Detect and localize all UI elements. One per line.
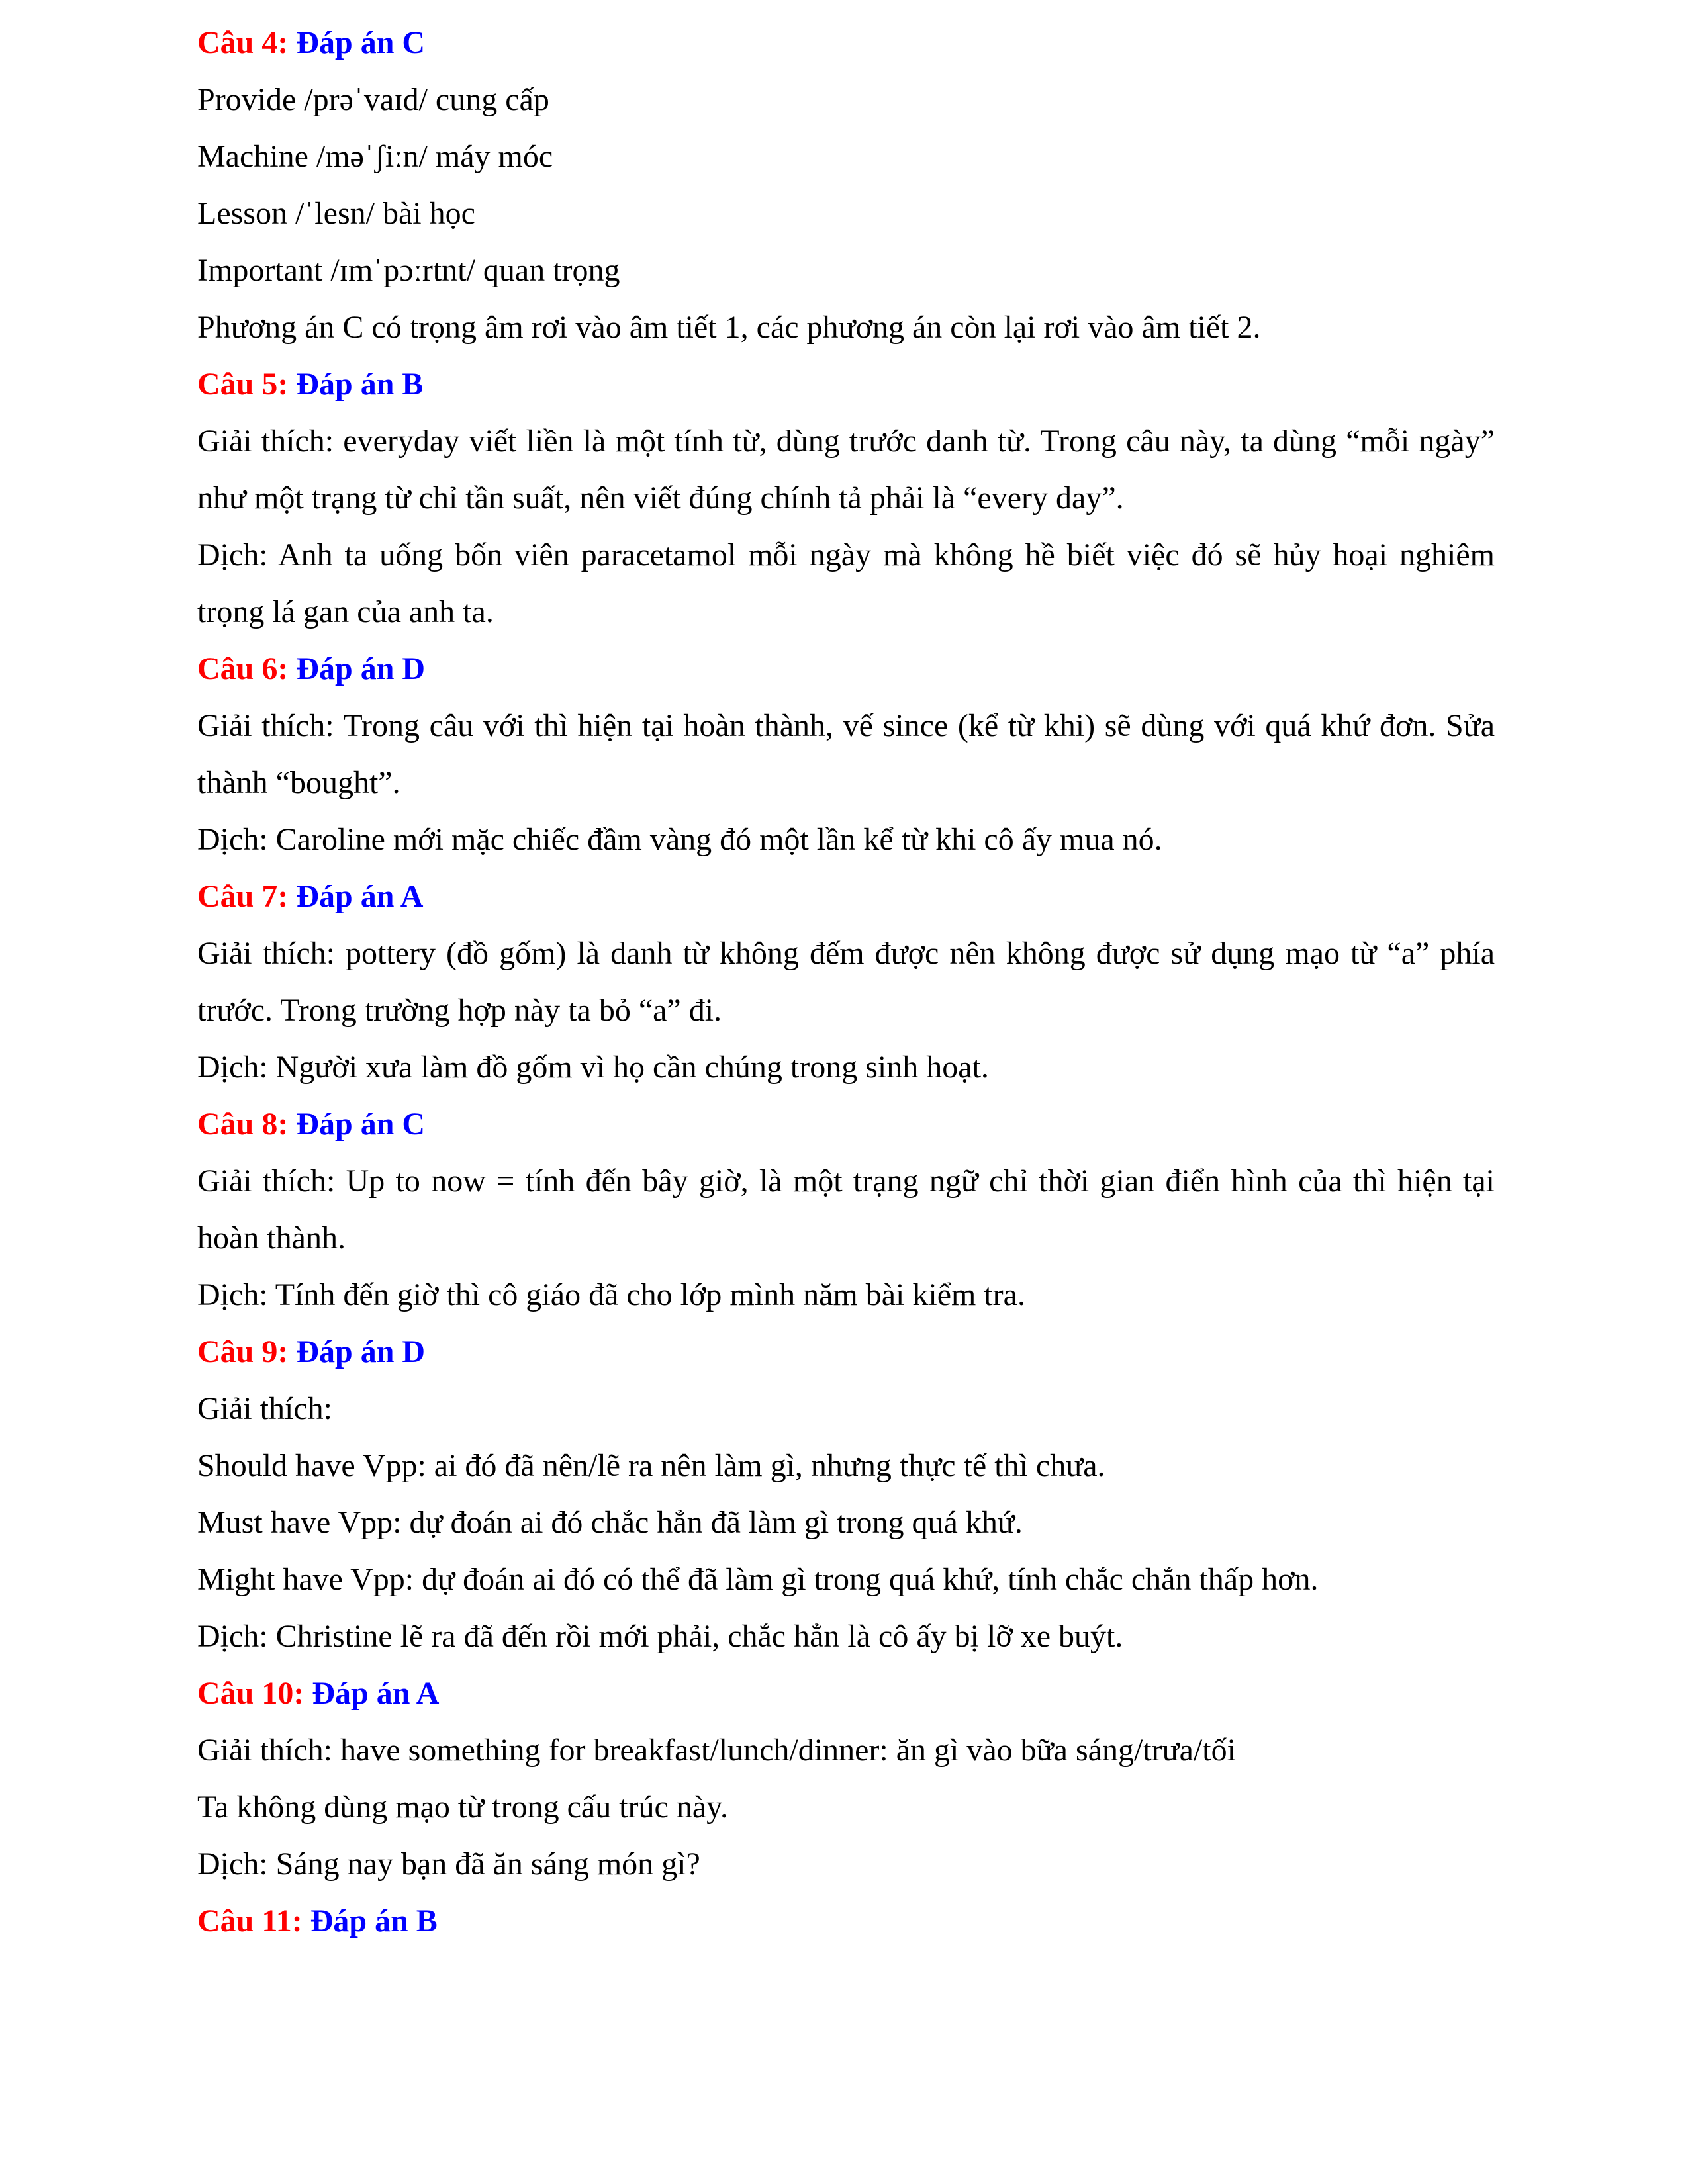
question-5-label: Câu 5: xyxy=(197,367,289,402)
question-9-answer: Đáp án D xyxy=(296,1334,426,1369)
question-7-explanation: Giải thích: pottery (đồ gốm) là danh từ không đếm được nên không được sử dụng mạo từ “a” phía trước. Trong trường hợp này ta bỏ “a” đi. xyxy=(197,936,1495,1028)
question-10-explanation: Giải thích: have something for breakfast/lunch/dinner: ăn gì vào bữa sáng/trưa/tối xyxy=(197,1733,1236,1768)
question-11-heading xyxy=(197,1893,1495,1950)
question-6-label: Câu 6: xyxy=(197,651,289,686)
question-6-translation: Dịch: Caroline mới mặc chiếc đầm vàng đó một lần kể từ khi cô ấy mua nó. xyxy=(197,822,1162,857)
question-9-heading xyxy=(197,1324,1495,1381)
question-8-explanation: Giải thích: Up to now = tính đến bây giờ, là một trạng ngữ chỉ thời gian điển hình của thì hiện tại hoàn thành. xyxy=(197,1163,1495,1255)
question-6-explanation: Giải thích: Trong câu với thì hiện tại hoàn thành, vế since (kể từ khi) sẽ dùng với quá khứ đơn. Sửa thành “bought”. xyxy=(197,708,1495,800)
question-10-note: Ta không dùng mạo từ trong cấu trúc này. xyxy=(197,1790,729,1825)
question-10-label: Câu 10: xyxy=(197,1676,305,1711)
vocab-machine: Machine /məˈʃiːn/ máy móc xyxy=(197,139,553,174)
question-4-label: Câu 4: xyxy=(197,25,289,60)
vocab-important: Important /ɪmˈpɔːrtnt/ quan trọng xyxy=(197,253,620,288)
question-6-answer: Đáp án D xyxy=(296,651,426,686)
question-7-label: Câu 7: xyxy=(197,879,289,914)
question-9-translation: Dịch: Christine lẽ ra đã đến rồi mới phải, chắc hẳn là cô ấy bị lỡ xe buýt. xyxy=(197,1619,1123,1654)
question-11-answer: Đáp án B xyxy=(310,1903,438,1938)
question-6-heading xyxy=(197,641,1495,698)
question-4-explanation: Phương án C có trọng âm rơi vào âm tiết 1, các phương án còn lại rơi vào âm tiết 2. xyxy=(197,310,1261,345)
question-9-label: Câu 9: xyxy=(197,1334,289,1369)
question-9-might-have: Might have Vpp: dự đoán ai đó có thể đã làm gì trong quá khứ, tính chắc chắn thấp hơn. xyxy=(197,1562,1319,1597)
question-4-answer: Đáp án C xyxy=(296,25,426,60)
question-7-heading xyxy=(197,868,1495,925)
question-4-heading xyxy=(197,15,1495,71)
question-9-should-have: Should have Vpp: ai đó đã nên/lẽ ra nên làm gì, nhưng thực tế thì chưa. xyxy=(197,1448,1105,1483)
question-5-translation: Dịch: Anh ta uống bốn viên paracetamol mỗi ngày mà không hề biết việc đó sẽ hủy hoại nghiêm trọng lá gan của anh ta. xyxy=(197,537,1495,629)
question-8-translation: Dịch: Tính đến giờ thì cô giáo đã cho lớp mình năm bài kiểm tra. xyxy=(197,1277,1025,1312)
question-11-label: Câu 11: xyxy=(197,1903,303,1938)
question-9-must-have: Must have Vpp: dự đoán ai đó chắc hẳn đã làm gì trong quá khứ. xyxy=(197,1505,1023,1540)
question-10-answer: Đáp án A xyxy=(312,1676,440,1711)
question-5-explanation: Giải thích: everyday viết liền là một tính từ, dùng trước danh từ. Trong câu này, ta dùng “mỗi ngày” như một trạng từ chỉ tần suất, nên viết đúng chính tả phải là “every day”. xyxy=(197,424,1495,516)
question-10-translation: Dịch: Sáng nay bạn đã ăn sáng món gì? xyxy=(197,1846,700,1882)
question-10-heading xyxy=(197,1665,1495,1722)
answer-key-document xyxy=(197,15,1495,1950)
question-8-answer: Đáp án C xyxy=(296,1107,426,1142)
vocab-lesson: Lesson /ˈlesn/ bài học xyxy=(197,196,475,231)
question-9-explanation-intro: Giải thích: xyxy=(197,1391,332,1426)
question-7-answer: Đáp án A xyxy=(296,879,424,914)
question-8-label: Câu 8: xyxy=(197,1107,289,1142)
question-5-answer: Đáp án B xyxy=(296,367,424,402)
question-7-translation: Dịch: Người xưa làm đồ gốm vì họ cần chúng trong sinh hoạt. xyxy=(197,1050,989,1085)
vocab-provide: Provide /prəˈvaɪd/ cung cấp xyxy=(197,82,549,117)
question-8-heading xyxy=(197,1096,1495,1153)
question-5-heading xyxy=(197,356,1495,413)
